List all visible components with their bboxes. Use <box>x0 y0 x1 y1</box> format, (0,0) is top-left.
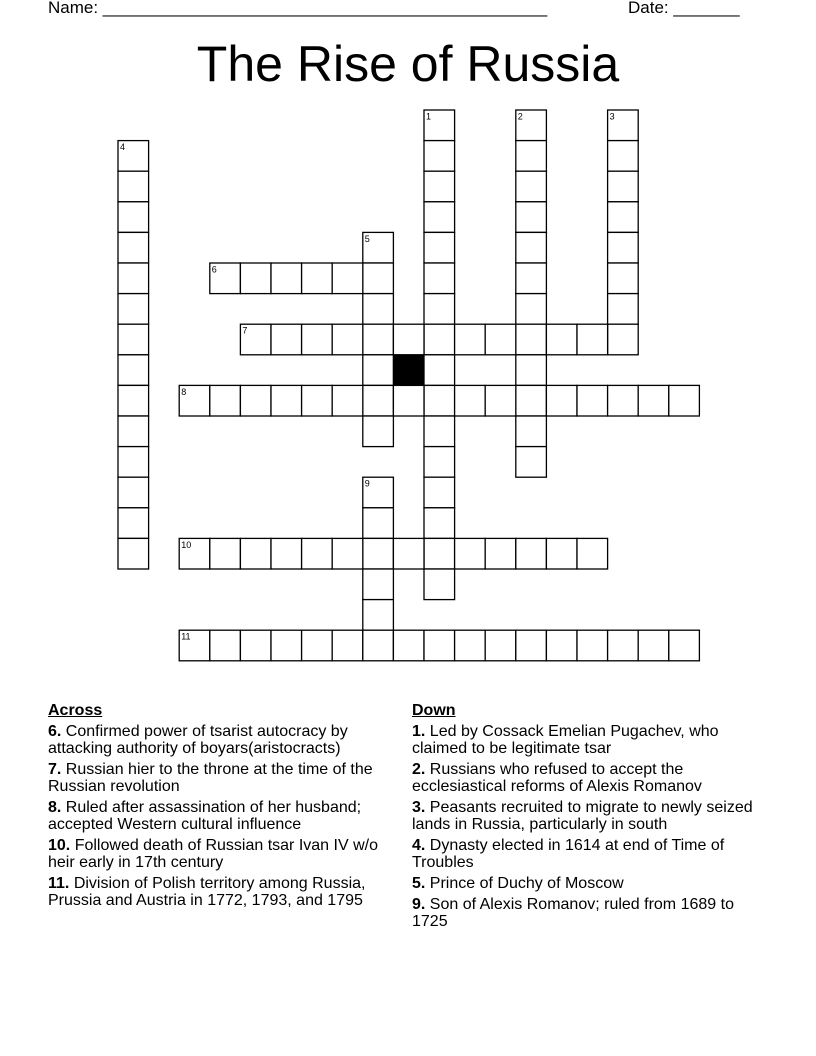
cell-number: 9 <box>364 478 370 489</box>
grid-cell[interactable] <box>455 324 486 355</box>
grid-cell[interactable] <box>363 630 394 661</box>
clue-number: 6. <box>48 723 62 740</box>
cell-number: 1 <box>426 111 432 122</box>
grid-cell[interactable] <box>118 508 149 539</box>
down-clue-2 <box>412 761 762 795</box>
grid-cell[interactable] <box>393 324 424 355</box>
grid-cell[interactable] <box>363 569 394 600</box>
grid-cell[interactable] <box>485 538 516 569</box>
grid-cell[interactable] <box>669 630 700 661</box>
grid-cell[interactable] <box>271 263 302 294</box>
clue-number: 1. <box>412 723 426 740</box>
cell-number: 6 <box>211 264 217 275</box>
grid-cell[interactable] <box>271 385 302 416</box>
grid-cell[interactable] <box>363 324 394 355</box>
across-clue-8 <box>48 799 393 833</box>
grid-cell[interactable] <box>424 569 455 600</box>
grid-cell[interactable] <box>424 416 455 447</box>
grid-cell[interactable] <box>516 355 547 386</box>
grid-cell[interactable] <box>577 630 608 661</box>
grid-cell[interactable] <box>118 202 149 233</box>
grid-cell[interactable] <box>424 324 455 355</box>
grid-cell[interactable] <box>271 538 302 569</box>
cell-number: 4 <box>120 142 126 153</box>
grid-cell[interactable] <box>608 232 639 263</box>
across-clue-11 <box>48 875 393 909</box>
clue-text: Confirmed power of tsarist autocracy by attacking authority of boyars(aristocracts) <box>48 723 348 757</box>
grid-cell[interactable] <box>424 232 455 263</box>
grid-cell[interactable] <box>393 630 424 661</box>
grid-cell[interactable] <box>302 385 333 416</box>
date-field[interactable]: Date: _______ <box>628 0 740 17</box>
grid-cell[interactable] <box>118 355 149 386</box>
grid-cell[interactable] <box>577 324 608 355</box>
grid-cell[interactable] <box>546 324 577 355</box>
grid-cell[interactable] <box>485 385 516 416</box>
grid-cell[interactable] <box>271 324 302 355</box>
down-clue-4 <box>412 837 762 871</box>
grid-cell[interactable] <box>516 416 547 447</box>
grid-cell[interactable] <box>240 538 271 569</box>
clue-number: 2. <box>412 761 426 778</box>
grid-cell[interactable] <box>455 630 486 661</box>
grid-cell[interactable] <box>638 630 669 661</box>
grid-cell[interactable] <box>485 630 516 661</box>
grid-cell[interactable] <box>516 171 547 202</box>
down-clue-3 <box>412 799 762 833</box>
cell-number: 7 <box>242 325 248 336</box>
blocked-square <box>393 355 424 386</box>
grid-cell[interactable] <box>118 171 149 202</box>
cell-number: 5 <box>364 233 370 244</box>
grid-cell[interactable] <box>608 263 639 294</box>
grid-cell[interactable] <box>424 141 455 172</box>
clue-number: 11. <box>48 875 70 892</box>
grid-cell[interactable] <box>424 538 455 569</box>
grid-cell[interactable] <box>485 324 516 355</box>
grid-cell[interactable] <box>516 447 547 478</box>
clue-text: Dynasty elected in 1614 at end of Time of Troubles <box>412 837 725 871</box>
grid-cell[interactable] <box>118 416 149 447</box>
grid-cell[interactable] <box>516 232 547 263</box>
clue-text: Russians who refused to accept the ecclesiastical reforms of Alexis Romanov <box>412 761 702 795</box>
grid-cell[interactable] <box>424 477 455 508</box>
grid-cell[interactable] <box>118 477 149 508</box>
grid-cell[interactable] <box>210 630 241 661</box>
grid-cell[interactable] <box>210 538 241 569</box>
across-clue-10 <box>48 837 393 871</box>
grid-cell[interactable] <box>516 263 547 294</box>
cell-number: 8 <box>181 386 187 397</box>
grid-cell[interactable] <box>363 294 394 325</box>
across-clues <box>48 702 393 913</box>
name-field[interactable]: Name: _______________________________________________ <box>48 0 548 17</box>
cell-number: 10 <box>181 539 192 550</box>
grid-cell[interactable] <box>363 263 394 294</box>
grid-cell[interactable] <box>608 202 639 233</box>
puzzle-title: The Rise of Russia <box>196 36 620 92</box>
cell-number: 11 <box>181 631 191 642</box>
down-clue-9 <box>412 896 762 930</box>
grid-cell[interactable] <box>424 263 455 294</box>
grid-cell[interactable] <box>118 447 149 478</box>
grid-cell[interactable] <box>608 385 639 416</box>
grid-cell[interactable] <box>546 385 577 416</box>
grid-cell[interactable] <box>424 294 455 325</box>
grid-cell[interactable] <box>608 141 639 172</box>
cell-number: 2 <box>517 111 523 122</box>
grid-cell[interactable] <box>424 385 455 416</box>
grid-cell[interactable] <box>332 324 363 355</box>
grid-cell[interactable] <box>608 171 639 202</box>
grid-cell[interactable] <box>240 263 271 294</box>
grid-cell[interactable] <box>455 385 486 416</box>
clue-number: 10. <box>48 837 71 854</box>
grid-cell[interactable] <box>302 538 333 569</box>
grid-cell[interactable] <box>608 324 639 355</box>
grid-cell[interactable] <box>118 385 149 416</box>
grid-cell[interactable] <box>240 385 271 416</box>
across-heading: Across <box>48 702 103 719</box>
grid-cell[interactable] <box>271 630 302 661</box>
grid-cell[interactable] <box>302 630 333 661</box>
grid-cell[interactable] <box>608 294 639 325</box>
grid-cell[interactable] <box>118 232 149 263</box>
clue-number: 9. <box>412 896 426 913</box>
grid-cell[interactable] <box>608 630 639 661</box>
grid-cell[interactable] <box>455 538 486 569</box>
grid-cell[interactable] <box>424 202 455 233</box>
clue-number: 7. <box>48 761 62 778</box>
grid-cell[interactable] <box>546 538 577 569</box>
grid-cell[interactable] <box>424 447 455 478</box>
grid-cell[interactable] <box>516 538 547 569</box>
grid-cell[interactable] <box>363 600 394 631</box>
grid-cell[interactable] <box>393 538 424 569</box>
grid-cell[interactable] <box>363 355 394 386</box>
grid-cell[interactable] <box>363 385 394 416</box>
grid-cell[interactable] <box>424 508 455 539</box>
grid-cell[interactable] <box>516 385 547 416</box>
grid-cell[interactable] <box>363 416 394 447</box>
grid-cell[interactable] <box>577 385 608 416</box>
grid-cell[interactable] <box>332 263 363 294</box>
grid-cell[interactable] <box>332 538 363 569</box>
grid-cell[interactable] <box>332 630 363 661</box>
grid-cell[interactable] <box>118 324 149 355</box>
down-heading: Down <box>412 702 456 719</box>
clue-number: 5. <box>412 875 426 892</box>
grid-cell[interactable] <box>393 385 424 416</box>
grid-cell[interactable] <box>546 630 577 661</box>
clue-text: Followed death of Russian tsar Ivan IV w/o heir early in 17th century <box>48 837 378 871</box>
grid-cell[interactable] <box>516 202 547 233</box>
grid-cell[interactable] <box>210 385 241 416</box>
grid-cell[interactable] <box>516 324 547 355</box>
cell-number: 3 <box>609 111 615 122</box>
down-clues <box>412 702 762 934</box>
clue-text: Peasants recruited to migrate to newly seized lands in Russia, particularly in south <box>412 799 753 833</box>
clue-text: Ruled after assassination of her husband; accepted Western cultural influence <box>48 799 362 833</box>
grid-cell[interactable] <box>363 508 394 539</box>
clue-number: 4. <box>412 837 426 854</box>
grid-cell[interactable] <box>516 294 547 325</box>
down-clue-5 <box>412 875 762 892</box>
grid-cell[interactable] <box>424 355 455 386</box>
grid-cell[interactable] <box>577 538 608 569</box>
grid-cell[interactable] <box>118 263 149 294</box>
clue-text: Division of Polish territory among Russia, Prussia and Austria in 1772, 1793, and 1795 <box>48 875 366 909</box>
grid-cell[interactable] <box>669 385 700 416</box>
grid-cell[interactable] <box>424 171 455 202</box>
grid-cell[interactable] <box>240 630 271 661</box>
clue-text: Son of Alexis Romanov; ruled from 1689 to 1725 <box>412 896 734 930</box>
grid-cell[interactable] <box>424 630 455 661</box>
grid-cell[interactable] <box>302 324 333 355</box>
grid-cell[interactable] <box>516 630 547 661</box>
clue-text: Prince of Duchy of Moscow <box>429 875 624 892</box>
clue-number: 8. <box>48 799 62 816</box>
clue-text: Led by Cossack Emelian Pugachev, who claimed to be legitimate tsar <box>412 723 719 757</box>
down-clue-1 <box>412 723 762 757</box>
across-clue-6 <box>48 723 393 757</box>
grid-cell[interactable] <box>118 538 149 569</box>
clue-text: Russian hier to the throne at the time of the Russian revolution <box>48 761 373 795</box>
grid-cell[interactable] <box>516 141 547 172</box>
grid-cell[interactable] <box>363 538 394 569</box>
grid-cell[interactable] <box>118 294 149 325</box>
clue-number: 3. <box>412 799 426 816</box>
grid-cell[interactable] <box>332 385 363 416</box>
across-clue-7 <box>48 761 393 795</box>
grid-cell[interactable] <box>302 263 333 294</box>
grid-cell[interactable] <box>638 385 669 416</box>
